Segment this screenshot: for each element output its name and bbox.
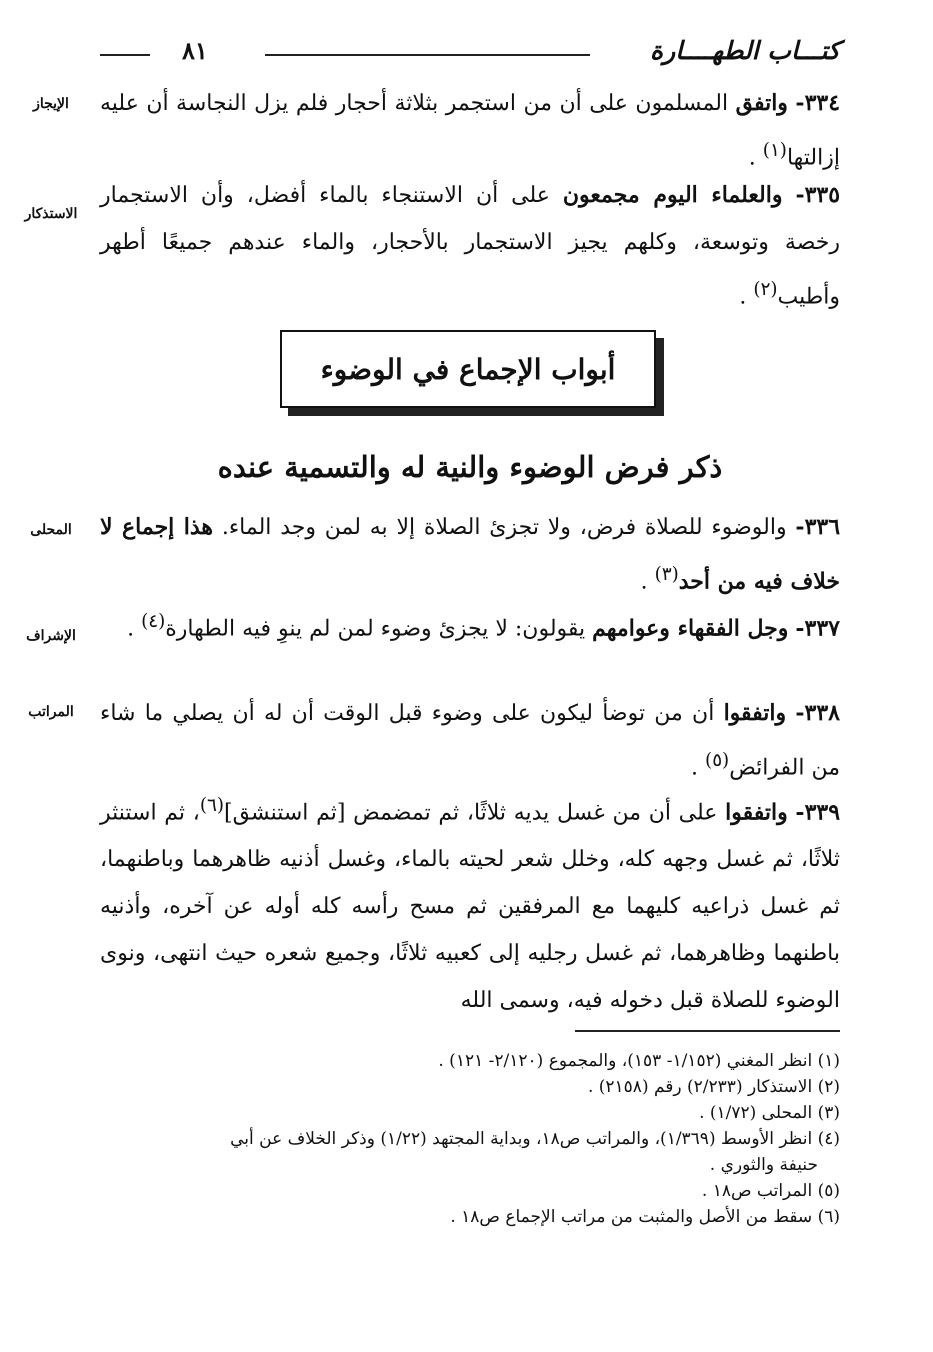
page-number: ٨١ [182, 36, 208, 65]
footnote-2: (٢) الاستذكار (٢/٢٣٣) رقم (٢١٥٨) . [587, 1077, 840, 1097]
footnote-ref: (٥) [705, 750, 730, 771]
header-rule-middle [265, 54, 590, 56]
chapter-title: أبواب الإجماع في الوضوء [320, 352, 616, 386]
paragraph-end: . [748, 145, 756, 171]
paragraph-number: ٣٣٧- [795, 615, 840, 642]
paragraph-number: ٣٣٨- [795, 700, 840, 726]
footnote-ref: (٤) [141, 611, 166, 632]
paragraph-text-continued: ، ثم استنثر ثلاثًا، ثم غسل وجهه كله، وخلل شعر لحيته بالماء، وغسل أذنيه ظاهرهما وباطنهما، ثم غسل ذراعيه كليهما مع المرفقين ثم مسح رأسه كله أوله عن آخره، وأذنيه باطنهما وظاهرهما، ثم غسل رجليه إلى كعبيه ثلاثًا، وجميع شعره حيث انتهى، ونوى الوضوء للصلاة قبل دخوله فيه، وسمى الله [100, 800, 840, 1014]
paragraph-end: . [739, 284, 747, 310]
paragraph-337 [100, 598, 840, 652]
footnotes [100, 1048, 840, 1230]
footnote-1: (١) انظر المغني (١/١٥٢- ١٥٣)، والمجموع (٢/١٢٠- ١٢١) . [438, 1051, 840, 1071]
paragraph-end: . [640, 569, 648, 595]
paragraph-lead: واتفق [735, 90, 788, 116]
margin-note-ishraf: الإشراف [26, 628, 76, 644]
chapter-title-box [280, 330, 656, 408]
paragraph-lead: والعلماء اليوم مجمعون [562, 182, 783, 208]
footnote-6: (٦) سقط من الأصل والمثبت من مراتب الإجماع ص١٨ . [450, 1207, 840, 1227]
footnote-ref: (١) [762, 140, 787, 161]
footnote-5: (٥) المراتب ص١٨ . [701, 1181, 840, 1201]
paragraph-number: ٣٣٩- [795, 799, 841, 826]
footnote-4-continued: حنيفة والثوري . [709, 1155, 818, 1175]
paragraph-text: على أن من غسل يديه ثلاثًا، ثم تمضمض [ثم استنشق] [224, 800, 718, 826]
paragraph-334 [100, 80, 840, 181]
margin-note-istidhkar: الاستذكار [24, 206, 78, 222]
margin-note-ijaz: الإيجاز [33, 96, 69, 112]
paragraph-text: يقولون: لا يجزئ وضوء لمن لم ينوِ فيه الطهارة [165, 616, 586, 642]
section-title: ذكر فرض الوضوء والنية له والتسمية عنده [217, 450, 723, 484]
paragraph-bold-text: هذا إجماع لا خلاف فيه من أحد [100, 514, 840, 595]
paragraph-lead: وجل الفقهاء وعوامهم [592, 615, 789, 642]
paragraph-end: . [691, 755, 699, 781]
header-rule-left [100, 54, 150, 56]
paragraph-number: ٣٣٤- [795, 90, 841, 116]
paragraph-338 [100, 690, 840, 791]
paragraph-339 [100, 782, 840, 1024]
paragraph-text: والوضوء للصلاة فرض، ولا تجزئ الصلاة إلا به لمن وجد الماء. [221, 515, 787, 540]
footnote-ref: (٢) [753, 279, 778, 300]
paragraph-text: أن من توضأ ليكون على وضوء قبل الوقت أن له أن يصلي ما شاء من الفرائض [100, 701, 840, 781]
paragraph-lead: واتفقوا [723, 700, 787, 726]
footnote-ref: (٦) [199, 795, 225, 816]
margin-note-muhalla: المحلى [30, 522, 72, 538]
book-title: كتـــاب الطهــــارة [650, 36, 840, 65]
paragraph-number: ٣٣٦- [795, 514, 841, 540]
running-header [100, 34, 840, 74]
paragraph-336 [100, 504, 840, 605]
footnote-4: (٤) انظر الأوسط (١/٣٦٩)، والمراتب ص١٨، وبداية المجتهد (١/٢٢) وذكر الخلاف عن أبي [230, 1129, 840, 1149]
paragraph-end: . [127, 616, 135, 642]
paragraph-text: على أن الاستنجاء بالماء أفضل، وأن الاستجمار رخصة وتوسعة، وكلهم يجيز الاستجمار بالأحجار، والماء عندهم جميعًا أطهر وأطيب [100, 183, 840, 310]
paragraph-number: ٣٣٥- [795, 182, 841, 208]
paragraph-text: المسلمون على أن من استجمر بثلاثة أحجار فلم يزل النجاسة أن عليه إزالتها [100, 91, 840, 171]
paragraph-lead: واتفقوا [725, 799, 788, 826]
margin-note-maratib: المراتب [28, 704, 74, 720]
paragraph-335 [100, 172, 840, 320]
footnote-ref: (٣) [654, 564, 679, 585]
footnote-separator [575, 1030, 840, 1032]
footnote-3: (٣) المحلى (١/٧٢) . [699, 1103, 840, 1123]
